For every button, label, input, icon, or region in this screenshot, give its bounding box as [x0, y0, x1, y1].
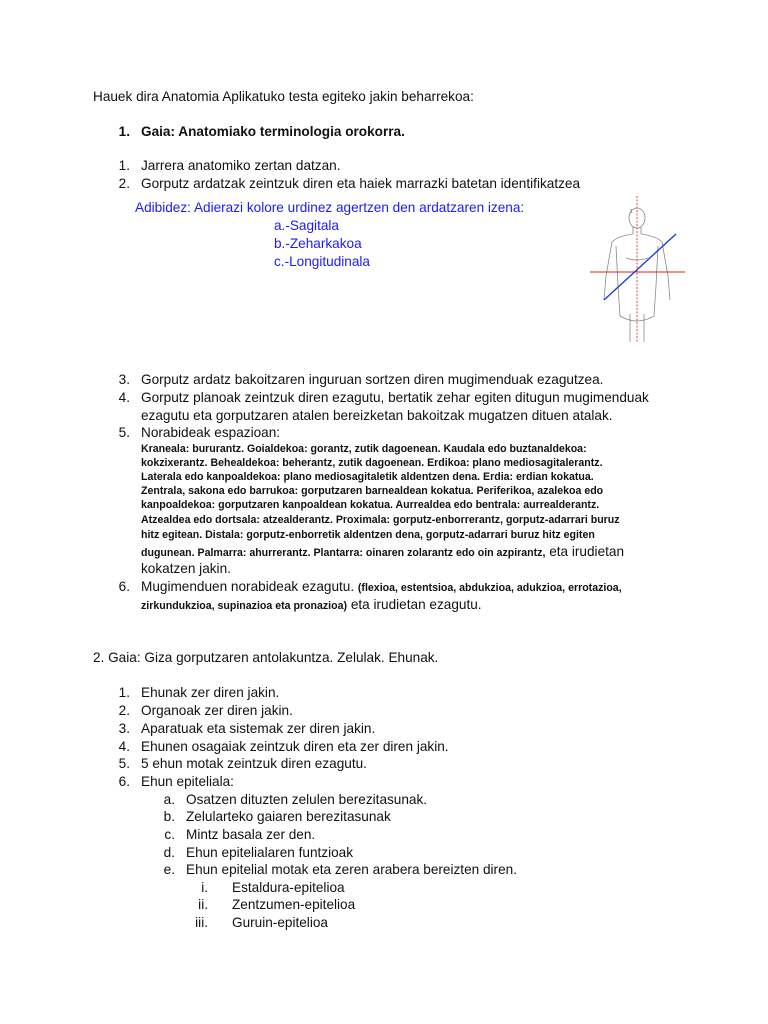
- t2-subsub-iii-num: iii.: [195, 915, 208, 930]
- t1-item4-text2: ezagutu eta gorputzaren atalen bereizketan bakoitzak mugatzen dituen atalak.: [141, 408, 613, 423]
- directions-line-2: kokzixerantz. Behealdekoa: beherantz, zutik dagoenean. Erdikoa: plano mediosagitalerantz.: [141, 457, 603, 469]
- t1-item2-text: Gorputz ardatzak zeintzuk diren eta haiek marrazki batetan identifikatzea: [141, 176, 581, 191]
- t2-item1-text: Ehunak zer diren jakin.: [141, 685, 280, 700]
- directions-line-1: Kraneala: bururantz. Goialdekoa: gorantz, zutik dagoenean. Kaudala edo buztanaldekoa:: [141, 443, 587, 455]
- directions-line-8: [141, 543, 624, 561]
- t1-item6-num: 6.: [118, 579, 130, 594]
- body-axes-figure: [590, 196, 685, 342]
- directions-line-6: Atzealdea edo dortsala: atzealderantz. Proximala: gorputz-enborrerantz, gorputz-adarrari buruz: [141, 514, 620, 526]
- t1-item3-num: 3.: [118, 372, 130, 387]
- t2-sub-d-num: d.: [163, 845, 175, 860]
- t2-sub-c-text: Mintz basala zer den.: [186, 827, 316, 842]
- t2-item3-text: Aparatuak eta sistemak zer diren jakin.: [141, 721, 376, 736]
- example-a: a.-Sagitala: [274, 218, 339, 233]
- t1-item6-tail: eta irudietan ezagutu.: [350, 597, 482, 612]
- t2-sub-b-num: b.: [163, 809, 175, 824]
- directions-line-3: Laterala edo kanpoaldekoa: plano mediosagitaletik aldentzen dena. Erdia: erdian kokatua.: [141, 471, 594, 483]
- directions-line-4: Zentrala, sakona edo barrukoa: gorputzaren barnealdean kokatua. Periferikoa, azalekoa edo: [141, 485, 604, 497]
- t1-item6-text: Mugimenduen norabideak ezagutu.: [141, 579, 355, 594]
- t2-item2-num: 2.: [118, 703, 130, 718]
- svg-text:1: 1: [630, 209, 633, 215]
- t2-item5-num: 5.: [118, 756, 130, 771]
- t2-item3-num: 3.: [118, 721, 130, 736]
- topic1-title: Gaia: Anatomiako terminologia orokorra.: [141, 124, 405, 139]
- directions-tail: eta irudietan: [549, 544, 625, 559]
- t2-subsub-ii-text: Zentzumen-epitelioa: [232, 897, 356, 912]
- t1-item4-text: Gorputz planoak zeintzuk diren ezagutu, bertatik zehar egiten ditugun mugimenduak: [141, 390, 649, 405]
- t1-item6-line2: [141, 596, 482, 614]
- directions-line-5: kanpoaldekoa: gorputzaren kanpoaldean kokatua. Aurrealdea edo bentrala: aurrealderantz.: [141, 499, 600, 511]
- t2-sub-a-num: a.: [163, 792, 175, 807]
- t2-subsub-i-text: Estaldura-epitelioa: [232, 880, 345, 895]
- t2-subsub-iii-text: Guruin-epitelioa: [232, 915, 328, 930]
- t1-item1-text: Jarrera anatomiko zertan datzan.: [141, 158, 341, 173]
- t2-item6-text: Ehun epiteliala:: [141, 774, 234, 789]
- t2-sub-a-text: Osatzen dituzten zelulen berezitasunak.: [186, 792, 428, 807]
- directions-end: kokatzen jakin.: [141, 561, 231, 576]
- t2-sub-c-num: c.: [164, 827, 175, 842]
- directions-line-7: hitz egitean. Distala: gorputz-enborretik aldentzen dena, gorputz-adarrari buruz hitz egiten: [141, 529, 595, 541]
- t1-item1-num: 1.: [118, 158, 130, 173]
- example-lead: Adibidez: Adierazi kolore urdinez agertzen den ardatzaren izena:: [135, 200, 525, 215]
- t1-item2-num: 2.: [118, 176, 130, 191]
- t2-item4-text: Ehunen osagaiak zeintzuk diren eta zer diren jakin.: [141, 739, 449, 754]
- t2-item2-text: Organoak zer diren jakin.: [141, 703, 293, 718]
- topic2-title: 2. Gaia: Giza gorputzaren antolakuntza. Zelulak. Ehunak.: [93, 650, 439, 665]
- t2-sub-b-text: Zelularteko gaiaren berezitasunak: [186, 809, 391, 824]
- t2-sub-d-text: Ehun epitelialaren funtzioak: [186, 845, 354, 860]
- t2-subsub-i-num: i.: [201, 880, 208, 895]
- intro-text: Hauek dira Anatomia Aplikatuko testa egiteko jakin beharrekoa:: [93, 89, 474, 104]
- t2-item5-text: 5 ehun motak zeintzuk diren ezagutu.: [141, 756, 367, 771]
- t2-sub-e-text: Ehun epitelial motak eta zeren arabera bereizten diren.: [186, 862, 517, 877]
- example-c: c.-Longitudinala: [274, 254, 370, 269]
- t1-item5-num: 5.: [118, 425, 130, 440]
- t1-item3-text: Gorputz ardatz bakoitzaren inguruan sortzen diren mugimenduak ezagutzea.: [141, 372, 604, 387]
- t1-item4-num: 4.: [118, 390, 130, 405]
- t2-item4-num: 4.: [118, 739, 130, 754]
- t1-item6-small2: zirkundukzioa, supinazioa eta pronazioa): [141, 600, 348, 612]
- t2-subsub-ii-num: ii.: [198, 897, 208, 912]
- t1-item6-line1: [141, 578, 622, 596]
- sagittal-axis-line: [604, 234, 676, 300]
- t1-item6-small1: (flexioa, estentsioa, abdukzioa, adukzioa, errotazioa,: [357, 582, 622, 594]
- t1-item5-text: Norabideak espazioan:: [141, 425, 281, 440]
- example-b: b.-Zeharkakoa: [274, 236, 362, 251]
- t2-item6-num: 6.: [118, 774, 130, 789]
- t2-item1-num: 1.: [118, 685, 130, 700]
- directions-line-8-bold: dugunean. Palmarra: ahurrerantz. Plantarra: oinaren zolarantz edo oin azpirantz,: [141, 547, 546, 559]
- t2-sub-e-num: e.: [163, 862, 175, 877]
- topic1-number: 1.: [118, 124, 130, 139]
